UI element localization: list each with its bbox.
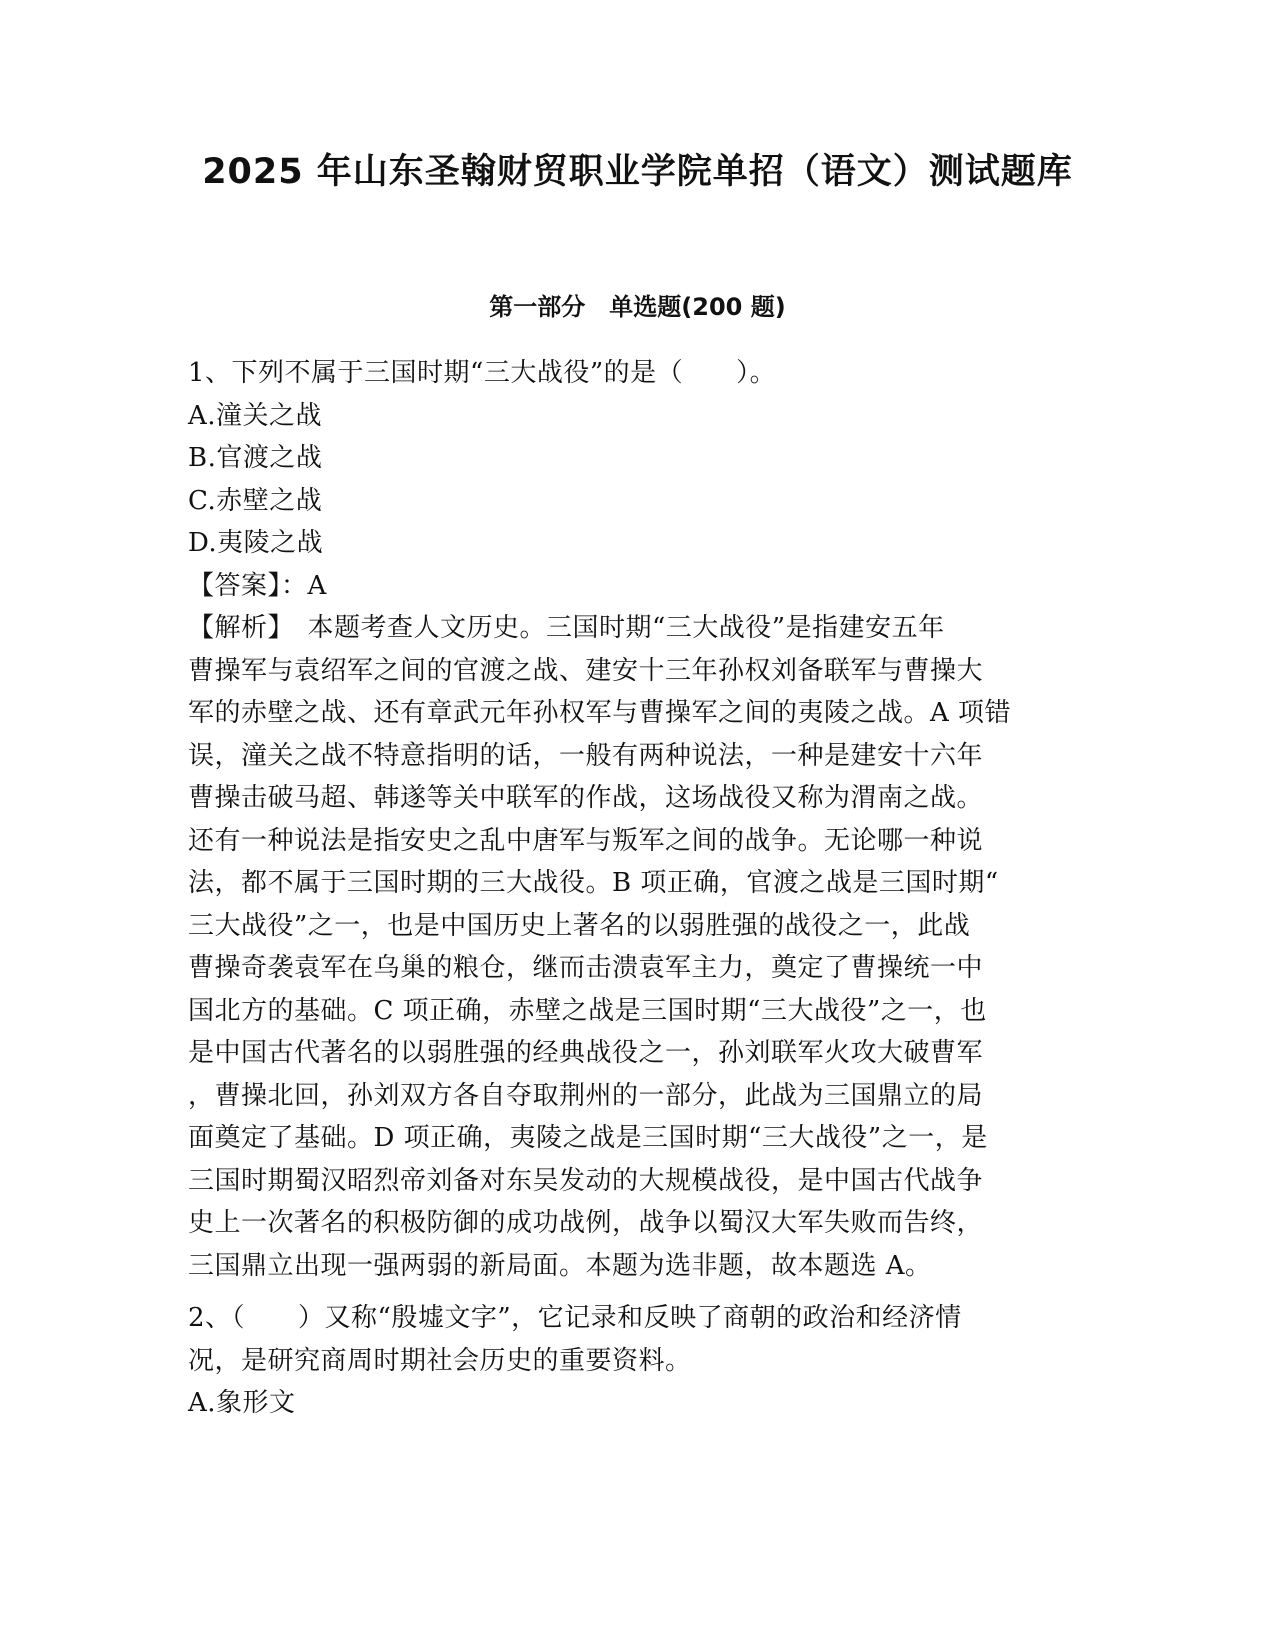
analysis-line: 曹操军与袁绍军之间的官渡之战、建安十三年孙权刘备联军与曹操大: [188, 655, 984, 686]
option-d: D.夷陵之战: [188, 528, 324, 558]
option-a: A.潼关之战: [188, 400, 323, 431]
analysis-line: 法，都不属于三国时期的三大战役。B 项正确，官渡之战是三国时期“: [188, 868, 999, 898]
analysis-line: 曹操击破马超、韩遂等关中联军的作战，这场战役又称为渭南之战。: [188, 783, 984, 813]
analysis-line: 是中国古代著名的以弱胜强的经典战役之一，孙刘联军火攻大破曹军: [188, 1038, 984, 1068]
analysis-line: 军的赤壁之战、还有章武元年孙权军与曹操军之间的夷陵之战。A 项错: [188, 698, 1012, 728]
answer-line: 【答案】：A: [188, 570, 327, 601]
section-heading: 第一部分 单选题(200 题): [489, 293, 786, 321]
analysis-line: ，曹操北回，孙刘双方各自夺取荆州的一部分，此战为三国鼎立的局: [188, 1080, 984, 1111]
option-c: C.赤壁之战: [188, 485, 323, 516]
question-stem-line: 2、（ ）又称“殷墟文字”，它记录和反映了商朝的政治和经济情: [188, 1303, 962, 1333]
option-b: B.官渡之战: [188, 443, 323, 473]
question-stem-line: 况，是研究商周时期社会历史的重要资料。: [188, 1345, 692, 1376]
analysis-line: 曹操奇袭袁军在乌巢的粮仓，继而击溃袁军主力，奠定了曹操统一中: [188, 953, 984, 983]
analysis-line: 误，潼关之战不特意指明的话，一般有两种说法，一种是建安十六年: [188, 740, 984, 771]
analysis-line: 三国时期蜀汉昭烈帝刘备对东吴发动的大规模战役，是中国古代战争: [188, 1165, 984, 1196]
question-stem: 1、下列不属于三国时期“三大战役”的是（ ）。: [188, 358, 777, 388]
analysis-line: 三国鼎立出现一强两弱的新局面。本题为选非题，故本题选 A。: [188, 1250, 932, 1281]
analysis-block: [188, 607, 1098, 1287]
analysis-line: 还有一种说法是指安史之乱中唐军与叛军之间的战争。无论哪一种说: [188, 825, 984, 856]
analysis-line: 史上一次著名的积极防御的成功战例，战争以蜀汉大军失败而告终，: [188, 1208, 984, 1238]
question-spacer: [188, 1287, 1098, 1297]
page-title: 2025 年山东圣翰财贸职业学院单招（语文）测试题库: [202, 152, 1073, 192]
analysis-line: 面奠定了基础。D 项正确，夷陵之战是三国时期“三大战役”之一，是: [188, 1123, 988, 1153]
question-2: [188, 1297, 1098, 1425]
question-list: [188, 352, 1098, 1425]
question-1: [188, 352, 1098, 1287]
option-a: A.象形文: [188, 1388, 296, 1418]
analysis-line: 【解析】 本题考查人文历史。三国时期“三大战役”是指建安五年: [188, 613, 945, 643]
analysis-line: 国北方的基础。C 项正确，赤壁之战是三国时期“三大战役”之一，也: [188, 995, 987, 1026]
analysis-line: 三大战役”之一，也是中国历史上著名的以弱胜强的战役之一，此战: [188, 910, 971, 941]
